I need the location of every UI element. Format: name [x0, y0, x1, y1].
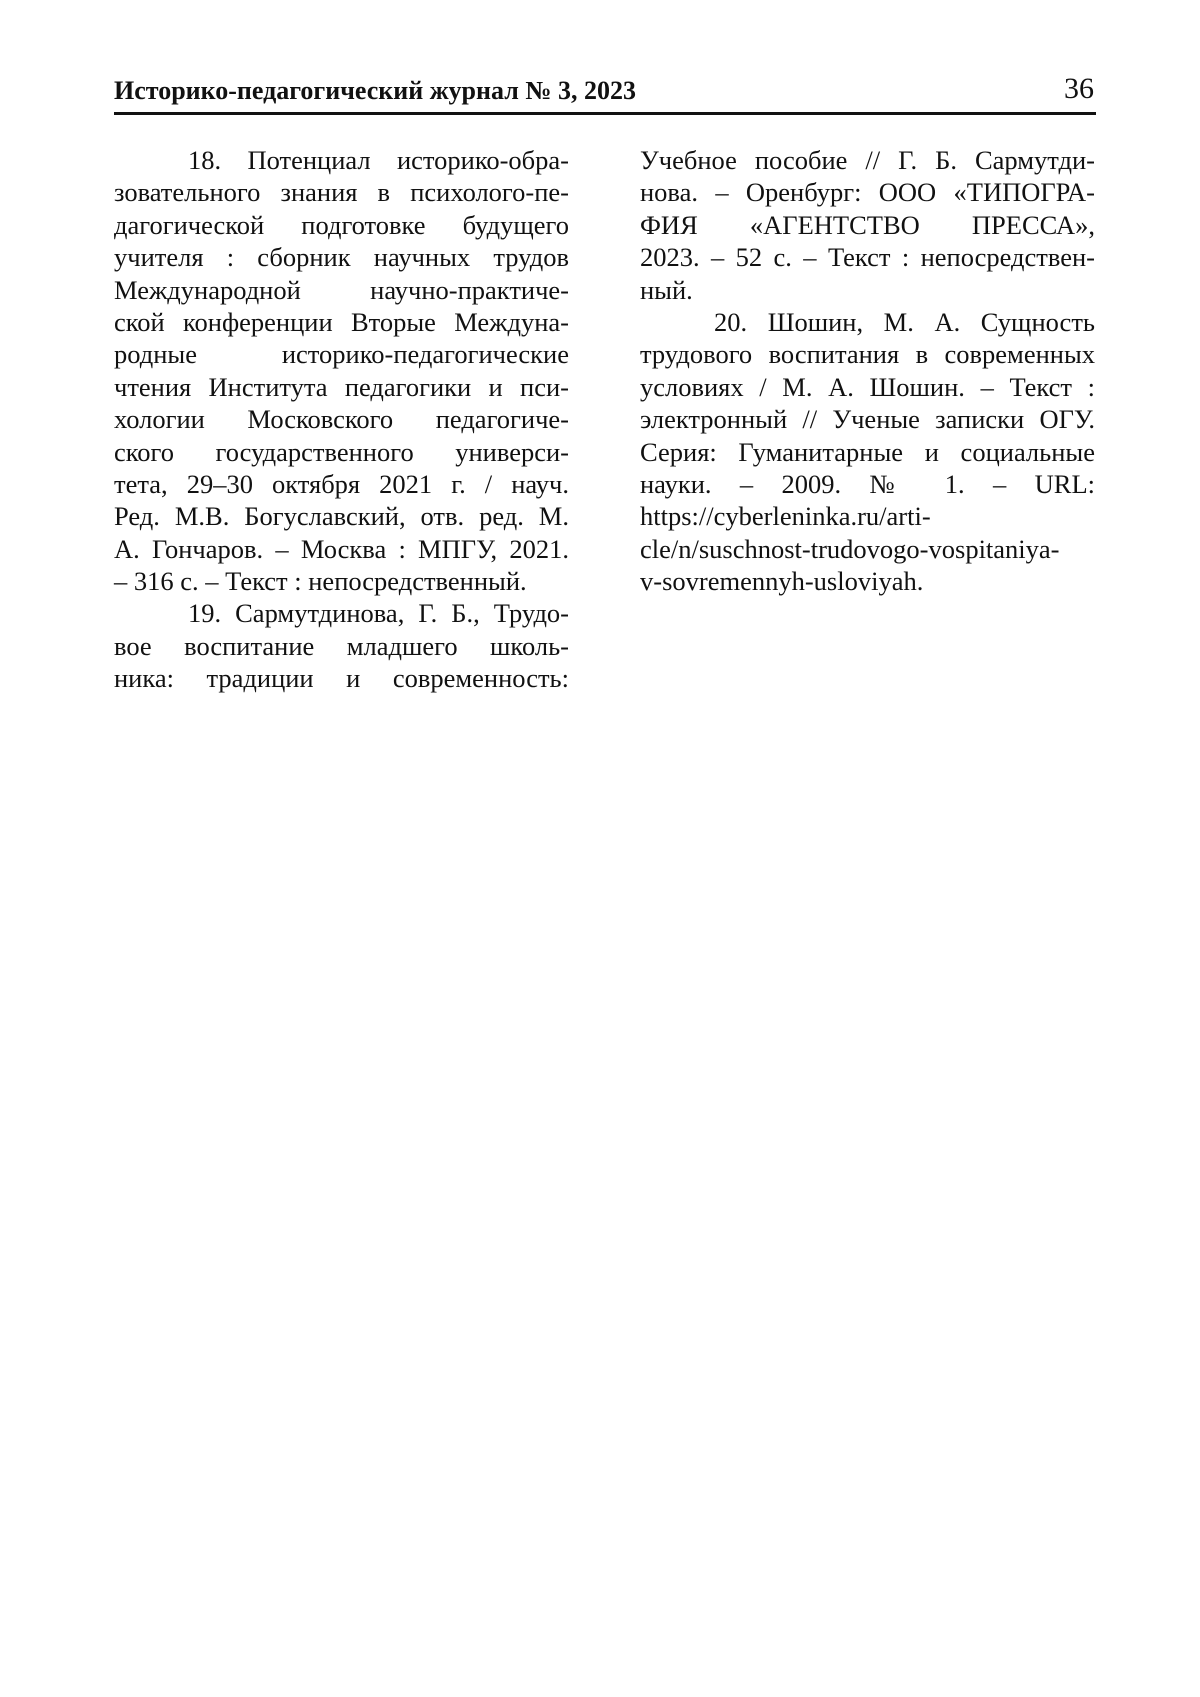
reference-column-left: [114, 144, 569, 695]
reference-18-line: Международной научно-практиче-: [114, 274, 569, 305]
reference-18-line: А. Гончаров. – Москва : МПГУ, 2021.: [114, 533, 569, 564]
reference-20-line: 20. Шошин, М. А. Сущность: [714, 306, 1095, 337]
reference-19-line: нова. – Оренбург: ООО «ТИПОГРА-: [640, 177, 1095, 208]
reference-20-url-line: https://cyberleninka.ru/arti-: [640, 501, 931, 532]
reference-20-line: трудового воспитания в современных: [640, 339, 1095, 370]
reference-20-line: условиях / М. А. Шошин. – Текст :: [640, 371, 1095, 402]
reference-18-line: тета, 29–30 октября 2021 г. / науч.: [114, 468, 569, 499]
reference-19-line: 19. Сармутдинова, Г. Б., Трудо-: [188, 598, 569, 629]
reference-19-line: ФИЯ «АГЕНТСТВО ПРЕССА»,: [640, 209, 1095, 240]
page-header: [114, 72, 1096, 115]
reference-20-url-line: v-sovremennyh-usloviyah.: [640, 566, 924, 597]
reference-19-line: ный.: [640, 274, 693, 305]
reference-column-right: [640, 144, 1095, 597]
reference-19-line: ника: традиции и современность:: [114, 663, 569, 694]
page-number: 36: [1064, 72, 1094, 105]
reference-18-line: зовательного знания в психолого-пе-: [114, 177, 569, 208]
reference-20-line: Серия: Гуманитарные и социальные: [640, 436, 1095, 467]
reference-18-line: ского государственного универси-: [114, 436, 569, 467]
reference-20-url-line: cle/n/suschnost-trudovogo-vospitaniya-: [640, 533, 1060, 564]
reference-18-line: – 316 с. – Текст : непосредственный.: [114, 566, 527, 597]
reference-19-line: вое воспитание младшего школь-: [114, 630, 569, 661]
reference-18-line: Ред. М.В. Богуславский, отв. ред. М.: [114, 501, 569, 532]
reference-19-line: Учебное пособие // Г. Б. Сармутди-: [640, 145, 1095, 175]
reference-20-line: электронный // Ученые записки ОГУ.: [640, 404, 1095, 435]
reference-18-line: учителя : сборник научных трудов: [114, 242, 569, 273]
journal-title: Историко-педагогический журнал № 3, 2023: [114, 76, 636, 105]
reference-18-line: родные историко-педагогические: [114, 339, 569, 370]
reference-18-line: дагогической подготовке будущего: [114, 209, 569, 240]
reference-18-line: 18. Потенциал историко-обра-: [188, 145, 569, 175]
reference-18-line: чтения Института педагогики и пси-: [114, 371, 569, 402]
reference-18-line: ской конференции Вторые Междуна-: [114, 306, 569, 337]
reference-20-line: науки. – 2009. № 1. – URL:: [640, 468, 1095, 499]
reference-18-line: хологии Московского педагогиче-: [114, 404, 569, 435]
reference-19-line: 2023. – 52 с. – Текст : непосредствен-: [640, 242, 1095, 273]
